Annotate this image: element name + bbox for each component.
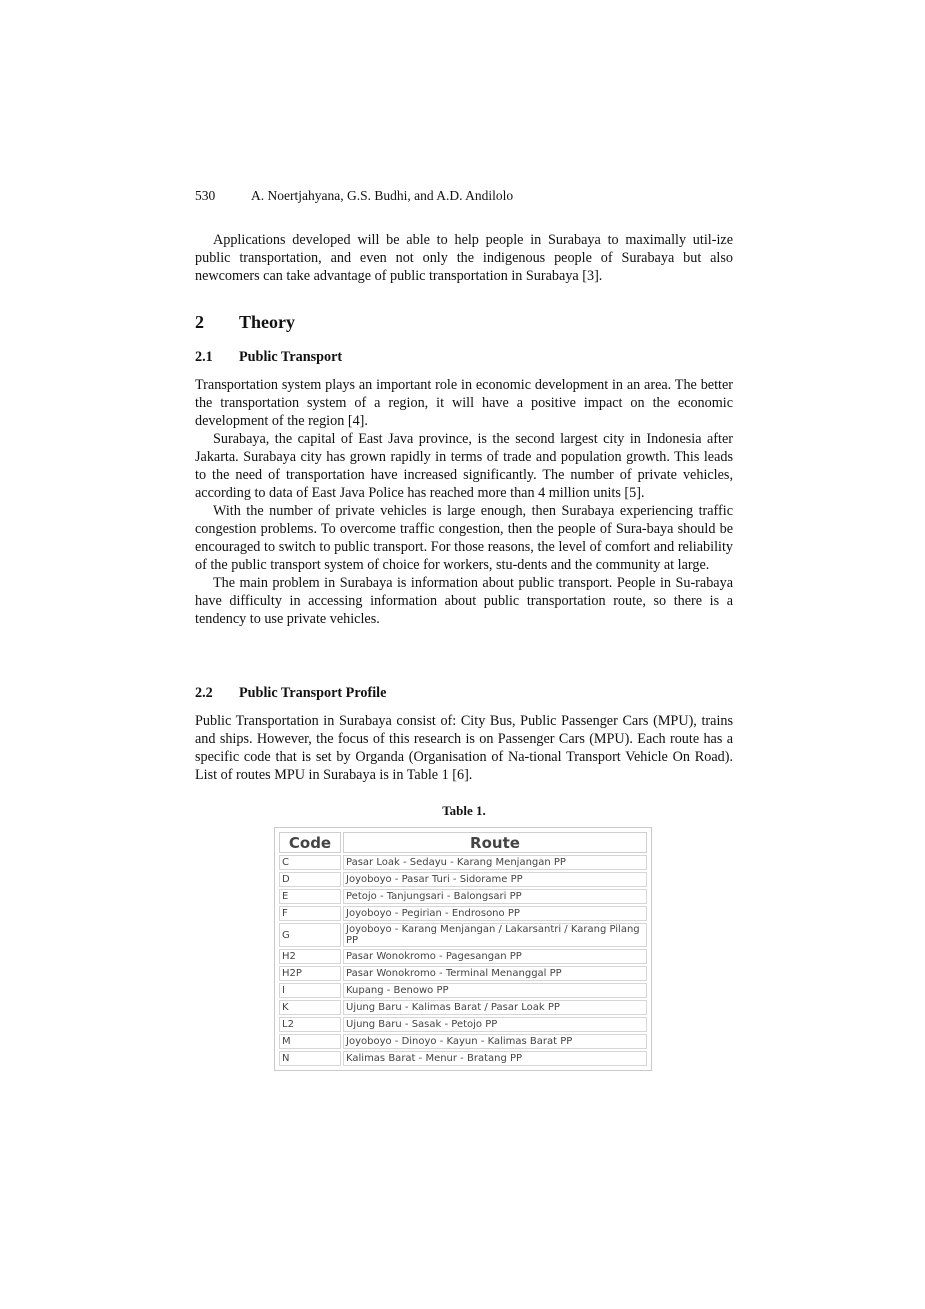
route-name: Ujung Baru - Sasak - Petojo PP	[343, 1017, 647, 1032]
route-code: I	[279, 983, 341, 998]
route-name: Pasar Wonokromo - Pagesangan PP	[343, 949, 647, 964]
section-2-2-body	[195, 712, 733, 784]
subsection-heading-2-1	[195, 349, 342, 366]
section-number: 2	[195, 312, 204, 332]
paragraph: The main problem in Surabaya is information about public transport. People in Su-rabaya have difficulty in accessing information about public transportation route, so there is a tendency to use private vehicles.	[195, 575, 733, 627]
route-code: H2	[279, 949, 341, 964]
route-name: Kupang - Benowo PP	[343, 983, 647, 998]
table-row	[279, 983, 647, 998]
route-code: D	[279, 872, 341, 887]
subsection-number: 2.1	[195, 349, 213, 365]
route-code: N	[279, 1051, 341, 1066]
route-code: K	[279, 1000, 341, 1015]
intro-paragraph: Applications developed will be able to help people in Surabaya to maximally util-ize public transportation, and even not only the indigenous people of Surabaya but also newcomers can take advantage of public transportation in Surabaya [3].	[195, 232, 733, 284]
table-row	[279, 966, 647, 981]
route-name: Petojo - Tanjungsari - Balongsari PP	[343, 889, 647, 904]
table-row	[279, 949, 647, 964]
page-number: 530	[195, 188, 216, 203]
table-row	[279, 1051, 647, 1066]
route-column-header: Route	[343, 832, 647, 853]
paragraph: Transportation system plays an important role in economic development in an area. The better the transportation system of a region, it will have a positive impact on the economic development of the region [4].	[195, 377, 733, 429]
route-name: Joyoboyo - Pegirian - Endrosono PP	[343, 906, 647, 921]
route-code: C	[279, 855, 341, 870]
subsection-number: 2.2	[195, 685, 213, 701]
route-name: Kalimas Barat - Menur - Bratang PP	[343, 1051, 647, 1066]
route-name: Joyoboyo - Pasar Turi - Sidorame PP	[343, 872, 647, 887]
running-header	[195, 188, 513, 204]
route-code: H2P	[279, 966, 341, 981]
route-code: E	[279, 889, 341, 904]
table-row	[279, 872, 647, 887]
route-code: M	[279, 1034, 341, 1049]
table-row	[279, 1034, 647, 1049]
subsection-title: Public Transport	[239, 349, 343, 365]
route-name: Joyoboyo - Karang Menjangan / Lakarsantri / Karang Pilang PP	[343, 923, 647, 947]
route-name: Pasar Wonokromo - Terminal Menanggal PP	[343, 966, 647, 981]
route-code: F	[279, 906, 341, 921]
table-row	[279, 889, 647, 904]
table-header-row	[279, 832, 647, 853]
section-title: Theory	[239, 312, 295, 332]
table-row	[279, 906, 647, 921]
route-name: Pasar Loak - Sedayu - Karang Menjangan PP	[343, 855, 647, 870]
authors: A. Noertjahyana, G.S. Budhi, and A.D. Andilolo	[251, 188, 514, 203]
route-code: L2	[279, 1017, 341, 1032]
route-name: Joyoboyo - Dinoyo - Kayun - Kalimas Barat PP	[343, 1034, 647, 1049]
route-name: Ujung Baru - Kalimas Barat / Pasar Loak PP	[343, 1000, 647, 1015]
table-row	[279, 1000, 647, 1015]
section-2-1-body	[195, 376, 733, 628]
paragraph: Public Transportation in Surabaya consist of: City Bus, Public Passenger Cars (MPU), trains and ships. However, the focus of this research is on Passenger Cars (MPU). Each route has a specific code that is set by Organda (Organisation of Na-tional Transport Vehicle On Road). List of routes MPU in Surabaya is in Table 1 [6].	[195, 713, 733, 783]
code-column-header: Code	[279, 832, 341, 853]
section-heading	[195, 312, 295, 333]
table-row	[279, 923, 647, 947]
subsection-heading-2-2	[195, 685, 386, 702]
table-row	[279, 855, 647, 870]
table-caption: Table 1.	[442, 803, 486, 818]
subsection-title: Public Transport Profile	[239, 685, 387, 701]
routes-table	[274, 827, 652, 1071]
intro-block	[195, 231, 733, 285]
paragraph: With the number of private vehicles is large enough, then Surabaya experiencing traffic congestion problems. To overcome traffic congestion, then the people of Sura-baya should be encouraged to switch to public transport. For those reasons, the level of comfort and reliability of the public transport system of choice for workers, stu-dents and the community at large.	[195, 503, 733, 573]
route-code: G	[279, 923, 341, 947]
table-row	[279, 1017, 647, 1032]
paragraph: Surabaya, the capital of East Java province, is the second largest city in Indonesia after Jakarta. Surabaya city has grown rapidly in terms of trade and population growth. This leads to the need of transportation have increased significantly. The number of private vehicles, according to data of East Java Police has reached more than 4 million units [5].	[195, 431, 733, 501]
